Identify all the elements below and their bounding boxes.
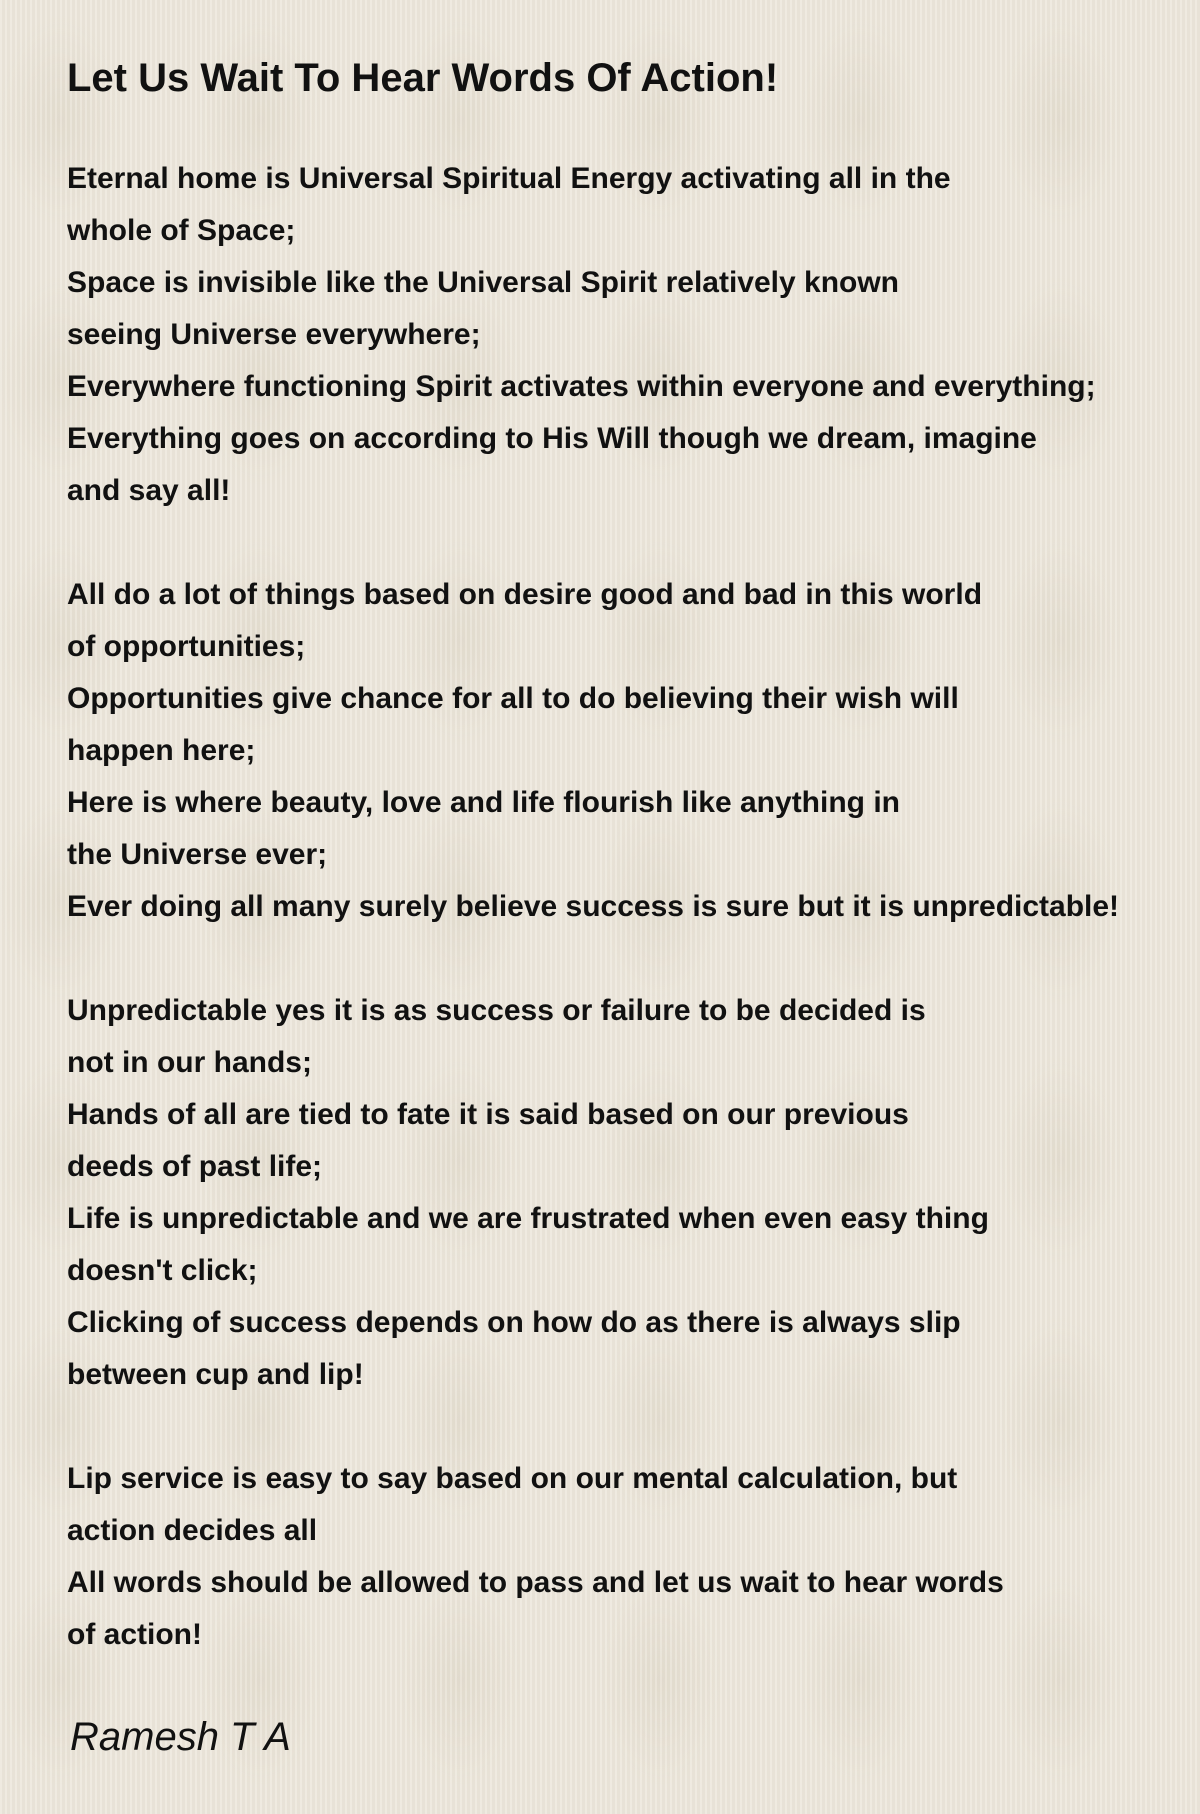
poem-line: Ever doing all many surely believe success is sure but it is unpredictable! — [67, 890, 1120, 923]
poem-line: Everything goes on according to His Will though we dream, imagine — [67, 422, 1037, 455]
poem-line: the Universe ever; — [67, 838, 328, 871]
poem-line: Space is invisible like the Universal Spirit relatively known — [67, 266, 900, 299]
poem-line: action decides all — [67, 1514, 318, 1547]
poem-line: of opportunities; — [67, 630, 306, 663]
poem-line: Lip service is easy to say based on our mental calculation, but — [67, 1462, 958, 1495]
poem-line: Hands of all are tied to fate it is said based on our previous — [67, 1098, 909, 1131]
poem-line: Clicking of success depends on how do as there is always slip — [67, 1306, 961, 1339]
poem-line: happen here; — [67, 734, 256, 767]
poem-line: Life is unpredictable and we are frustrated when even easy thing — [67, 1202, 989, 1235]
poem-line: between cup and lip! — [67, 1358, 364, 1391]
poem-line: deeds of past life; — [67, 1150, 323, 1183]
poem-line: not in our hands; — [67, 1046, 312, 1079]
poem-line: Eternal home is Universal Spiritual Energy activating all in the — [67, 162, 951, 195]
stanza-2 — [67, 569, 1197, 933]
poem-line: of action! — [67, 1618, 202, 1651]
poem-line: doesn't click; — [67, 1254, 258, 1287]
poem-line: All words should be allowed to pass and let us wait to hear words — [67, 1566, 1004, 1599]
poem-line: seeing Universe everywhere; — [67, 318, 481, 351]
stanza-4 — [67, 1453, 1197, 1661]
poem-body — [67, 153, 1197, 1713]
poem-title: Let Us Wait To Hear Words Of Action! — [67, 56, 779, 100]
poem-line: Everywhere functioning Spirit activates within everyone and everything; — [67, 370, 1096, 403]
poem-line: Unpredictable yes it is as success or failure to be decided is — [67, 994, 926, 1027]
poem-author: Ramesh T A — [70, 1715, 291, 1759]
poem-line: whole of Space; — [67, 214, 296, 247]
poem-line: All do a lot of things based on desire good and bad in this world — [67, 578, 983, 611]
poem-line: Opportunities give chance for all to do believing their wish will — [67, 682, 959, 715]
poem-line: Here is where beauty, love and life flourish like anything in — [67, 786, 900, 819]
stanza-1 — [67, 153, 1197, 517]
poem-line: and say all! — [67, 474, 231, 507]
stanza-3 — [67, 985, 1197, 1401]
